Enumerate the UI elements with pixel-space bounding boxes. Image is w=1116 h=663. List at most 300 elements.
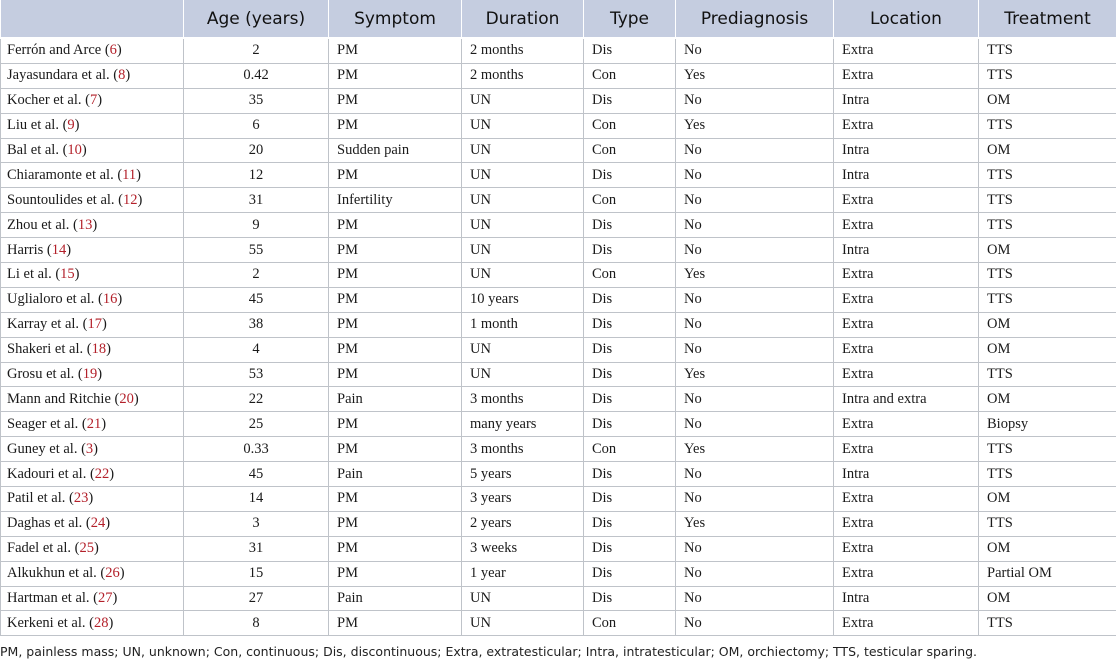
cell-study — [1, 88, 184, 113]
reference-link[interactable]: 6 — [109, 42, 117, 59]
cell-location: Intra — [834, 163, 979, 188]
header-location: Location — [834, 0, 979, 38]
study-name: Seager et al. ( — [7, 415, 87, 432]
table-row — [1, 287, 1116, 312]
cell-duration: 3 months — [462, 437, 584, 462]
cell-age: 31 — [184, 536, 329, 561]
cell-location: Extra — [834, 38, 979, 63]
reference-link[interactable]: 11 — [122, 166, 137, 183]
header-study — [1, 0, 184, 38]
table-row — [1, 312, 1116, 337]
cell-treatment: TTS — [979, 188, 1116, 213]
reference-link[interactable]: 17 — [87, 316, 103, 333]
cell-treatment: OM — [979, 387, 1116, 412]
cell-study — [1, 38, 184, 63]
cell-prediagnosis: No — [676, 287, 834, 312]
cell-symptom: PM — [329, 263, 462, 288]
cell-symptom: PM — [329, 312, 462, 337]
reference-link[interactable]: 14 — [51, 241, 67, 258]
cell-duration: UN — [462, 586, 584, 611]
cell-age: 15 — [184, 561, 329, 586]
cell-age: 22 — [184, 387, 329, 412]
cell-study — [1, 611, 184, 636]
table-row — [1, 88, 1116, 113]
cell-prediagnosis: No — [676, 586, 834, 611]
cell-duration: 3 weeks — [462, 536, 584, 561]
reference-close-paren: ) — [136, 166, 141, 183]
reference-link[interactable]: 23 — [73, 490, 89, 507]
cell-study — [1, 561, 184, 586]
cell-study — [1, 487, 184, 512]
cell-duration: UN — [462, 113, 584, 138]
cell-location: Intra — [834, 238, 979, 263]
cell-duration: 1 year — [462, 561, 584, 586]
cell-type: Dis — [584, 163, 676, 188]
cell-prediagnosis: Yes — [676, 113, 834, 138]
cell-location: Intra and extra — [834, 387, 979, 412]
cell-prediagnosis: Yes — [676, 511, 834, 536]
cell-treatment: TTS — [979, 437, 1116, 462]
table-row — [1, 337, 1116, 362]
cell-prediagnosis: No — [676, 138, 834, 163]
cell-location: Extra — [834, 437, 979, 462]
reference-link[interactable]: 24 — [90, 515, 106, 532]
cell-treatment: TTS — [979, 163, 1116, 188]
cell-symptom: Sudden pain — [329, 138, 462, 163]
reference-link[interactable]: 28 — [93, 614, 109, 631]
cell-age: 14 — [184, 487, 329, 512]
cell-duration: 3 years — [462, 487, 584, 512]
cell-age: 9 — [184, 213, 329, 238]
cell-study — [1, 138, 184, 163]
cell-treatment: TTS — [979, 38, 1116, 63]
study-name: Mann and Ritchie ( — [7, 390, 120, 407]
cell-age: 20 — [184, 138, 329, 163]
cell-type: Dis — [584, 412, 676, 437]
cell-prediagnosis: No — [676, 238, 834, 263]
table-row — [1, 138, 1116, 163]
study-name: Li et al. ( — [7, 266, 61, 283]
cell-study — [1, 163, 184, 188]
cell-age: 27 — [184, 586, 329, 611]
cell-duration: UN — [462, 362, 584, 387]
reference-close-paren: ) — [92, 216, 98, 233]
cell-symptom: PM — [329, 88, 462, 113]
header-type: Type — [584, 0, 676, 38]
cell-type: Dis — [584, 536, 676, 561]
cell-treatment: OM — [979, 487, 1116, 512]
cell-prediagnosis: No — [676, 163, 834, 188]
study-name: Fadel et al. ( — [7, 540, 80, 557]
table-row — [1, 586, 1116, 611]
cell-treatment: TTS — [979, 113, 1116, 138]
table-row — [1, 561, 1116, 586]
cell-age: 2 — [184, 38, 329, 63]
study-name: Hartman et al. ( — [7, 590, 98, 607]
cell-age: 31 — [184, 188, 329, 213]
cell-duration: UN — [462, 138, 584, 163]
table-row — [1, 387, 1116, 412]
cell-treatment: TTS — [979, 63, 1116, 88]
reference-link[interactable]: 20 — [119, 390, 134, 407]
table-body — [1, 38, 1116, 636]
cell-prediagnosis: No — [676, 536, 834, 561]
cell-type: Con — [584, 188, 676, 213]
cell-prediagnosis: Yes — [676, 362, 834, 387]
cell-location: Extra — [834, 63, 979, 88]
reference-close-paren: ) — [106, 341, 111, 358]
reference-close-paren: ) — [81, 142, 87, 158]
table-row — [1, 38, 1116, 63]
table-row — [1, 113, 1116, 138]
table-row — [1, 487, 1116, 512]
cell-study — [1, 238, 184, 263]
cell-type: Con — [584, 263, 676, 288]
table-row — [1, 213, 1116, 238]
reference-link[interactable]: 12 — [123, 191, 138, 208]
cell-type: Dis — [584, 511, 676, 536]
cell-age: 38 — [184, 312, 329, 337]
cell-location: Extra — [834, 561, 979, 586]
reference-close-paren: ) — [109, 465, 115, 482]
cell-treatment: OM — [979, 138, 1116, 163]
reference-link[interactable]: 13 — [77, 216, 93, 233]
cell-type: Con — [584, 138, 676, 163]
cell-prediagnosis: No — [676, 487, 834, 512]
cell-prediagnosis: No — [676, 462, 834, 487]
study-name: Karray et al. ( — [7, 316, 88, 333]
cell-symptom: PM — [329, 412, 462, 437]
cell-study — [1, 511, 184, 536]
reference-link[interactable]: 21 — [86, 415, 102, 432]
cell-location: Extra — [834, 362, 979, 387]
cell-type: Dis — [584, 362, 676, 387]
cell-type: Dis — [584, 312, 676, 337]
cell-treatment: OM — [979, 337, 1116, 362]
cell-treatment: OM — [979, 88, 1116, 113]
cell-prediagnosis: No — [676, 312, 834, 337]
study-name: Harris ( — [7, 241, 52, 258]
cell-type: Dis — [584, 88, 676, 113]
cell-treatment: TTS — [979, 213, 1116, 238]
cell-study — [1, 188, 184, 213]
cell-location: Extra — [834, 188, 979, 213]
study-name: Kocher et al. ( — [7, 92, 90, 109]
reference-close-paren: ) — [101, 415, 107, 432]
cell-symptom: PM — [329, 362, 462, 387]
header-symptom: Symptom — [329, 0, 462, 38]
reference-link[interactable]: 27 — [98, 590, 113, 607]
cell-age: 8 — [184, 611, 329, 636]
table-row — [1, 163, 1116, 188]
cell-duration: 2 months — [462, 63, 584, 88]
cell-location: Extra — [834, 487, 979, 512]
study-name: Kerkeni et al. ( — [7, 614, 94, 631]
cell-duration: many years — [462, 412, 584, 437]
reference-link[interactable]: 18 — [91, 341, 107, 358]
study-name: Guney et al. ( — [7, 440, 86, 457]
reference-link[interactable]: 25 — [79, 540, 94, 557]
cell-symptom: PM — [329, 536, 462, 561]
reference-link[interactable]: 8 — [118, 67, 126, 84]
cell-prediagnosis: No — [676, 213, 834, 238]
reference-link[interactable]: 22 — [94, 465, 110, 482]
cell-symptom: Infertility — [329, 188, 462, 213]
cell-study — [1, 63, 184, 88]
study-name: Alkukhun et al. ( — [7, 565, 106, 582]
cell-location: Intra — [834, 138, 979, 163]
cell-duration: UN — [462, 163, 584, 188]
cell-symptom: Pain — [329, 462, 462, 487]
cell-symptom: PM — [329, 63, 462, 88]
cell-type: Dis — [584, 38, 676, 63]
reference-close-paren: ) — [102, 316, 107, 333]
reference-link[interactable]: 9 — [67, 117, 75, 134]
cell-age: 35 — [184, 88, 329, 113]
cell-type: Dis — [584, 213, 676, 238]
cell-symptom: PM — [329, 163, 462, 188]
cell-prediagnosis: No — [676, 88, 834, 113]
cell-study — [1, 412, 184, 437]
reference-close-paren: ) — [133, 390, 139, 407]
cell-prediagnosis: No — [676, 188, 834, 213]
cell-treatment: OM — [979, 536, 1116, 561]
cell-location: Extra — [834, 113, 979, 138]
reference-close-paren: ) — [93, 540, 99, 557]
cell-age: 25 — [184, 412, 329, 437]
cell-study — [1, 586, 184, 611]
cell-treatment: Biopsy — [979, 412, 1116, 437]
table-row — [1, 611, 1116, 636]
cell-symptom: PM — [329, 213, 462, 238]
cell-type: Dis — [584, 462, 676, 487]
cell-age: 2 — [184, 263, 329, 288]
study-name: Jayasundara et al. ( — [7, 67, 119, 84]
study-name: Shakeri et al. ( — [7, 341, 92, 358]
cell-study — [1, 263, 184, 288]
cell-location: Intra — [834, 88, 979, 113]
reference-link[interactable]: 26 — [105, 565, 120, 582]
cell-prediagnosis: Yes — [676, 263, 834, 288]
cell-location: Extra — [834, 213, 979, 238]
reference-close-paren: ) — [97, 366, 103, 383]
cell-duration: 1 month — [462, 312, 584, 337]
reference-link[interactable]: 19 — [82, 366, 98, 383]
study-name: Liu et al. ( — [7, 117, 68, 134]
cell-treatment: TTS — [979, 462, 1116, 487]
cell-prediagnosis: No — [676, 387, 834, 412]
reference-close-paren: ) — [105, 515, 111, 532]
cell-age: 53 — [184, 362, 329, 387]
cell-age: 0.42 — [184, 63, 329, 88]
cell-study — [1, 437, 184, 462]
reference-link[interactable]: 3 — [85, 440, 94, 457]
cell-treatment: Partial OM — [979, 561, 1116, 586]
cell-duration: UN — [462, 188, 584, 213]
cell-duration: UN — [462, 88, 584, 113]
reference-close-paren: ) — [74, 117, 80, 134]
reference-close-paren: ) — [88, 490, 94, 507]
cell-location: Extra — [834, 287, 979, 312]
cell-duration: 10 years — [462, 287, 584, 312]
cell-duration: UN — [462, 611, 584, 636]
cell-symptom: PM — [329, 113, 462, 138]
cell-treatment: TTS — [979, 511, 1116, 536]
cell-prediagnosis: Yes — [676, 437, 834, 462]
cell-symptom: PM — [329, 611, 462, 636]
cell-location: Extra — [834, 263, 979, 288]
table-row — [1, 437, 1116, 462]
cell-treatment: OM — [979, 312, 1116, 337]
cell-treatment: OM — [979, 238, 1116, 263]
cell-study — [1, 312, 184, 337]
cell-type: Dis — [584, 287, 676, 312]
cell-duration: UN — [462, 238, 584, 263]
cell-symptom: PM — [329, 511, 462, 536]
table-header — [1, 0, 1116, 38]
header-age: Age (years) — [184, 0, 329, 38]
cell-symptom: PM — [329, 487, 462, 512]
study-name: Grosu et al. ( — [7, 366, 83, 383]
cell-duration: UN — [462, 337, 584, 362]
cell-duration: 3 months — [462, 387, 584, 412]
reference-close-paren: ) — [74, 266, 80, 283]
cell-prediagnosis: No — [676, 611, 834, 636]
cell-symptom: PM — [329, 437, 462, 462]
cell-prediagnosis: No — [676, 561, 834, 586]
cell-study — [1, 462, 184, 487]
cell-type: Dis — [584, 387, 676, 412]
table-row — [1, 263, 1116, 288]
cell-duration: 2 months — [462, 38, 584, 63]
cell-symptom: PM — [329, 287, 462, 312]
cell-location: Intra — [834, 586, 979, 611]
study-name: Daghas et al. ( — [7, 515, 91, 532]
reference-close-paren: ) — [108, 614, 114, 631]
reference-link[interactable]: 16 — [102, 291, 118, 308]
cell-study — [1, 287, 184, 312]
reference-link[interactable]: 7 — [89, 92, 98, 109]
cell-location: Extra — [834, 312, 979, 337]
cell-type: Dis — [584, 586, 676, 611]
cell-type: Con — [584, 113, 676, 138]
cell-age: 3 — [184, 511, 329, 536]
cell-treatment: OM — [979, 586, 1116, 611]
cell-type: Con — [584, 611, 676, 636]
table-row — [1, 238, 1116, 263]
cell-symptom: PM — [329, 38, 462, 63]
cell-age: 45 — [184, 462, 329, 487]
cell-age: 6 — [184, 113, 329, 138]
table-row — [1, 362, 1116, 387]
reference-close-paren: ) — [97, 92, 103, 109]
cell-type: Dis — [584, 337, 676, 362]
cell-symptom: PM — [329, 337, 462, 362]
cell-treatment: TTS — [979, 362, 1116, 387]
cell-location: Intra — [834, 462, 979, 487]
cell-type: Dis — [584, 238, 676, 263]
cell-study — [1, 362, 184, 387]
cell-duration: 2 years — [462, 511, 584, 536]
cell-study — [1, 213, 184, 238]
cell-age: 12 — [184, 163, 329, 188]
cell-prediagnosis: No — [676, 337, 834, 362]
cell-age: 55 — [184, 238, 329, 263]
table-row — [1, 462, 1116, 487]
cell-symptom: Pain — [329, 586, 462, 611]
cell-location: Extra — [834, 611, 979, 636]
study-name: Sountoulides et al. ( — [7, 191, 123, 208]
table-row — [1, 536, 1116, 561]
cell-age: 45 — [184, 287, 329, 312]
header-row — [1, 0, 1116, 38]
cell-study — [1, 536, 184, 561]
table-row — [1, 188, 1116, 213]
reference-link[interactable]: 15 — [60, 266, 75, 283]
cell-age: 4 — [184, 337, 329, 362]
cell-location: Extra — [834, 536, 979, 561]
cell-age: 0.33 — [184, 437, 329, 462]
header-prediagnosis: Prediagnosis — [676, 0, 834, 38]
table-row — [1, 63, 1116, 88]
study-name: Zhou et al. ( — [7, 216, 78, 233]
reference-close-paren: ) — [119, 565, 125, 582]
cell-location: Extra — [834, 337, 979, 362]
cell-study — [1, 337, 184, 362]
cell-type: Dis — [584, 561, 676, 586]
reference-close-paren: ) — [137, 191, 143, 208]
reference-close-paren: ) — [66, 241, 72, 258]
cell-prediagnosis: No — [676, 412, 834, 437]
reference-close-paren: ) — [93, 440, 99, 457]
table-row — [1, 511, 1116, 536]
cell-location: Extra — [834, 511, 979, 536]
header-treatment: Treatment — [979, 0, 1116, 38]
reference-close-paren: ) — [125, 67, 131, 84]
reference-close-paren: ) — [116, 42, 122, 59]
cell-treatment: TTS — [979, 263, 1116, 288]
cell-type: Con — [584, 437, 676, 462]
cell-symptom: PM — [329, 238, 462, 263]
cell-symptom: PM — [329, 561, 462, 586]
cell-prediagnosis: No — [676, 38, 834, 63]
cell-type: Dis — [584, 487, 676, 512]
study-name: Patil et al. ( — [7, 490, 74, 507]
table-row — [1, 412, 1116, 437]
reference-close-paren: ) — [117, 291, 123, 308]
cell-treatment: TTS — [979, 287, 1116, 312]
cell-duration: UN — [462, 263, 584, 288]
cell-duration: 5 years — [462, 462, 584, 487]
cell-study — [1, 113, 184, 138]
study-name: Kadouri et al. ( — [7, 465, 95, 482]
cell-study — [1, 387, 184, 412]
cell-treatment: TTS — [979, 611, 1116, 636]
table-footnote: PM, painless mass; UN, unknown; Con, continuous; Dis, discontinuous; Extra, extratesticular; Intra, intratesticular; OM, orchiectomy; TTS, testicular sparing. — [0, 644, 978, 659]
cell-duration: UN — [462, 213, 584, 238]
cell-prediagnosis: Yes — [676, 63, 834, 88]
study-name: Ferrón and Arce ( — [7, 42, 110, 59]
cell-symptom: Pain — [329, 387, 462, 412]
reference-close-paren: ) — [112, 590, 118, 607]
header-duration: Duration — [462, 0, 584, 38]
cell-type: Con — [584, 63, 676, 88]
reference-link[interactable]: 10 — [67, 142, 82, 158]
study-name: Chiaramonte et al. ( — [7, 166, 123, 183]
study-name: Bal et al. ( — [7, 142, 68, 158]
cell-location: Extra — [834, 412, 979, 437]
study-name: Uglialoro et al. ( — [7, 291, 103, 308]
